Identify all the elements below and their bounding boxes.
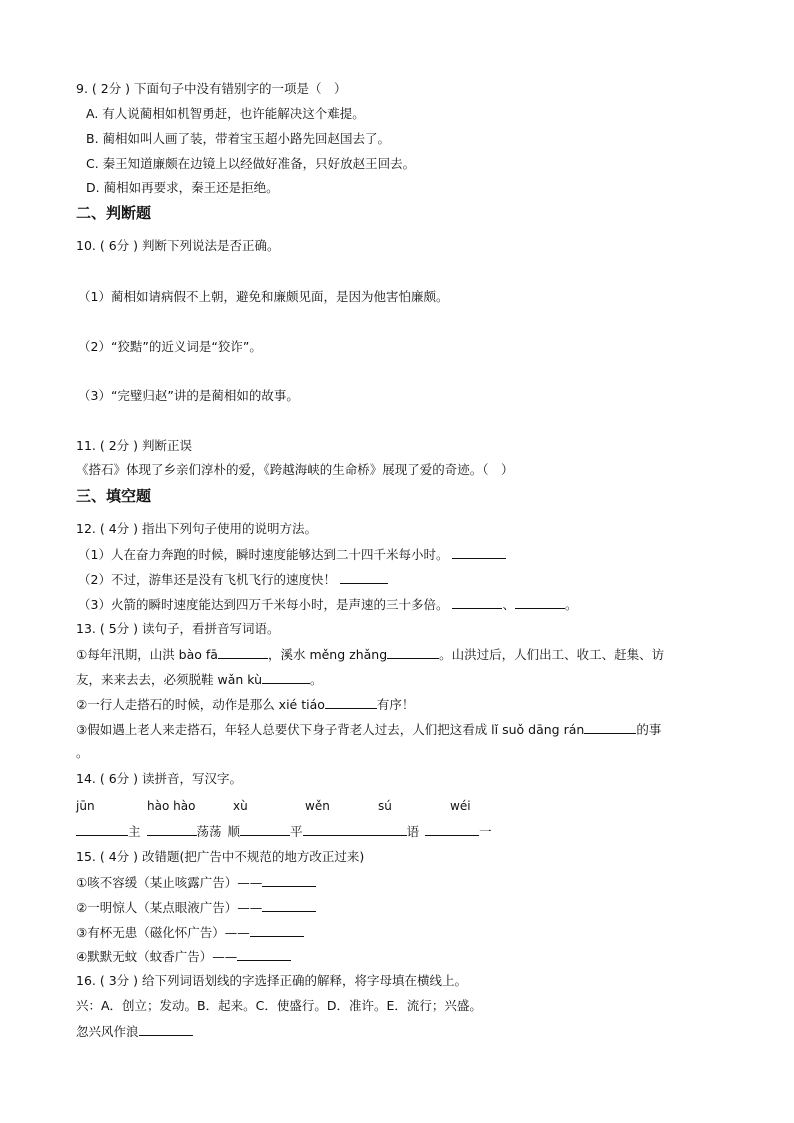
q14-pinyin-5: sú: [378, 799, 392, 813]
q13-text-2a: 友，来来去去，必须脱鞋 wǎn kù: [76, 672, 263, 687]
q14-blank-4[interactable]: [303, 822, 355, 836]
q12-separator: 、: [502, 597, 515, 612]
q14-text-5: 语: [406, 824, 420, 839]
q14-text-3: 顺: [227, 824, 241, 839]
q15-item-1: [76, 873, 754, 892]
q13-line-2: [76, 670, 754, 689]
q13-line-3: [76, 695, 754, 714]
q13-line-1: [76, 645, 754, 664]
q12-item-1: [78, 545, 754, 564]
q13-blank-xietiao[interactable]: [325, 695, 377, 709]
q15-blank-4[interactable]: [237, 947, 291, 961]
q9-option-d: D. 蔺相如再要求，秦王还是拒绝。: [86, 180, 279, 195]
q13-text-3a: ②一行人走搭石的时候，动作是那么 xié tiáo: [76, 697, 325, 712]
q10-statement-2: （2）“狡黠”的近义词是“狡诈”。: [78, 339, 262, 354]
q16-word-1: [76, 1022, 754, 1041]
q13-line-5: 。: [76, 745, 89, 760]
q12-blank-3a[interactable]: [452, 595, 502, 609]
q13-text-1a: ①每年汛期，山洪 bào fā: [76, 647, 218, 662]
q10-stem: 10. ( 6分 ) 判断下列说法是否正确。: [76, 238, 280, 253]
q13-blank-mengzhang[interactable]: [387, 645, 439, 659]
q9-option-b: B. 蔺相如叫人画了装，带着宝玉超小路先回赵国去了。: [86, 131, 391, 146]
q16-definitions: 兴：A．创立；发动。B．起来。C．使盛行。D．准许。E．流行；兴盛。: [76, 998, 482, 1013]
q16-blank-1[interactable]: [139, 1022, 193, 1036]
q12-item-3: [78, 595, 754, 614]
q16-word-1-text: 忽兴风作浪: [76, 1024, 139, 1039]
q12-blank-1[interactable]: [452, 545, 506, 559]
q14-blank-6[interactable]: [425, 822, 479, 836]
q9-option-a: A. 有人说蔺相如机智勇赶，也许能解决这个难提。: [86, 106, 365, 121]
q12-item-1-text: （1）人在奋力奔跑的时候，瞬时速度能够达到二十四千米每小时。: [78, 547, 449, 562]
q15-item-3: [76, 923, 754, 942]
q13-text-1b: ，溪水 měng zhǎng: [267, 647, 388, 662]
section-judgment-heading: 二、判断题: [76, 204, 152, 222]
q12-item-3-text: （3）火箭的瞬时速度能达到四万千米每小时，是声速的三十多倍。: [78, 597, 449, 612]
q16-stem: 16. ( 3分 ) 给下列词语划线的字选择正确的解释，将字母填在横线上。: [76, 973, 467, 988]
q15-text-2: ②一明惊人（某点眼液广告）——: [76, 900, 263, 915]
q14-blank-1[interactable]: [76, 822, 128, 836]
q15-text-3: ③有杯无患（磁化怀广告）——: [76, 925, 250, 940]
q9-stem: 9. ( 2分 ) 下面句子中没有错别字的一项是（ ）: [76, 81, 347, 96]
q13-text-3b: 有序！: [376, 697, 415, 712]
q15-item-4: [76, 947, 754, 966]
q13-text-1c: 。山洪过后，人们出工、收工、赶集、访: [439, 647, 665, 662]
q14-answer-line: [76, 822, 754, 841]
q15-blank-1[interactable]: [262, 873, 316, 887]
q14-pinyin-3: xù: [233, 799, 248, 813]
q12-blank-3b[interactable]: [515, 595, 565, 609]
q14-pinyin-1: jūn: [76, 799, 95, 813]
q15-item-2: [76, 898, 754, 917]
q12-item-2: [78, 570, 754, 589]
q11-stem: 11. ( 2分 ) 判断正误: [76, 438, 192, 453]
q15-stem: 15. ( 4分 ) 改错题(把广告中不规范的地方改正过来): [76, 849, 365, 864]
q14-text-2: 荡荡: [196, 824, 222, 839]
q11-body: 《搭石》体现了乡亲们淳朴的爱，《跨越海峡的生命桥》展现了爱的奇迹。（ ）: [76, 462, 514, 477]
q13-text-4a: ③假如遇上老人来走搭石，年轻人总要伏下身子背老人过去，人们把这看成 lǐ suǒ dāng rán: [76, 722, 585, 737]
q14-pinyin-2: hào hào: [147, 799, 196, 813]
q12-end-mark: 。: [564, 597, 578, 612]
q12-blank-2[interactable]: [340, 570, 388, 584]
q13-blank-lisuodangran[interactable]: [584, 720, 636, 734]
q13-blank-baofa[interactable]: [218, 645, 268, 659]
q10-statement-1: （1）蔺相如请病假不上朝，避免和廉颇见面，是因为他害怕廉颇。: [78, 289, 449, 304]
q12-stem: 12. ( 4分 ) 指出下列句子使用的说明方法。: [76, 521, 317, 536]
q14-blank-2[interactable]: [147, 822, 197, 836]
q14-pinyin-6: wéi: [450, 799, 471, 813]
q13-line-4: [76, 720, 754, 739]
q15-text-1: ①咳不容缓（某止咳露广告）——: [76, 875, 263, 890]
q14-pinyin-4: wěn: [305, 799, 330, 813]
q14-stem: 14. ( 6分 ) 读拼音，写汉字。: [76, 771, 242, 786]
q13-text-2b: 。: [310, 672, 323, 687]
q14-text-6: 一: [479, 824, 492, 839]
q14-text-1: 主: [128, 824, 141, 839]
q15-blank-3[interactable]: [250, 923, 304, 937]
q12-item-2-text: （2）不过，游隼还是没有飞机飞行的速度快！: [78, 572, 336, 587]
q15-text-4: ④默默无蚊（蚊香广告）——: [76, 949, 238, 964]
q13-blank-wanku[interactable]: [262, 670, 310, 684]
q14-blank-5[interactable]: [355, 822, 407, 836]
q10-statement-3: （3）“完璧归赵”讲的是蔺相如的故事。: [78, 388, 299, 403]
q14-text-4: 平: [290, 824, 303, 839]
q15-blank-2[interactable]: [262, 898, 316, 912]
q9-option-c: C. 秦王知道廉颇在边镜上以经做好准备，只好放赵王回去。: [86, 156, 416, 171]
q14-blank-3[interactable]: [240, 822, 290, 836]
q13-stem: 13. ( 5分 ) 读句子，看拼音写词语。: [76, 621, 280, 636]
q13-text-4b: 的事: [636, 722, 662, 737]
section-fill-heading: 三、填空题: [76, 487, 152, 505]
